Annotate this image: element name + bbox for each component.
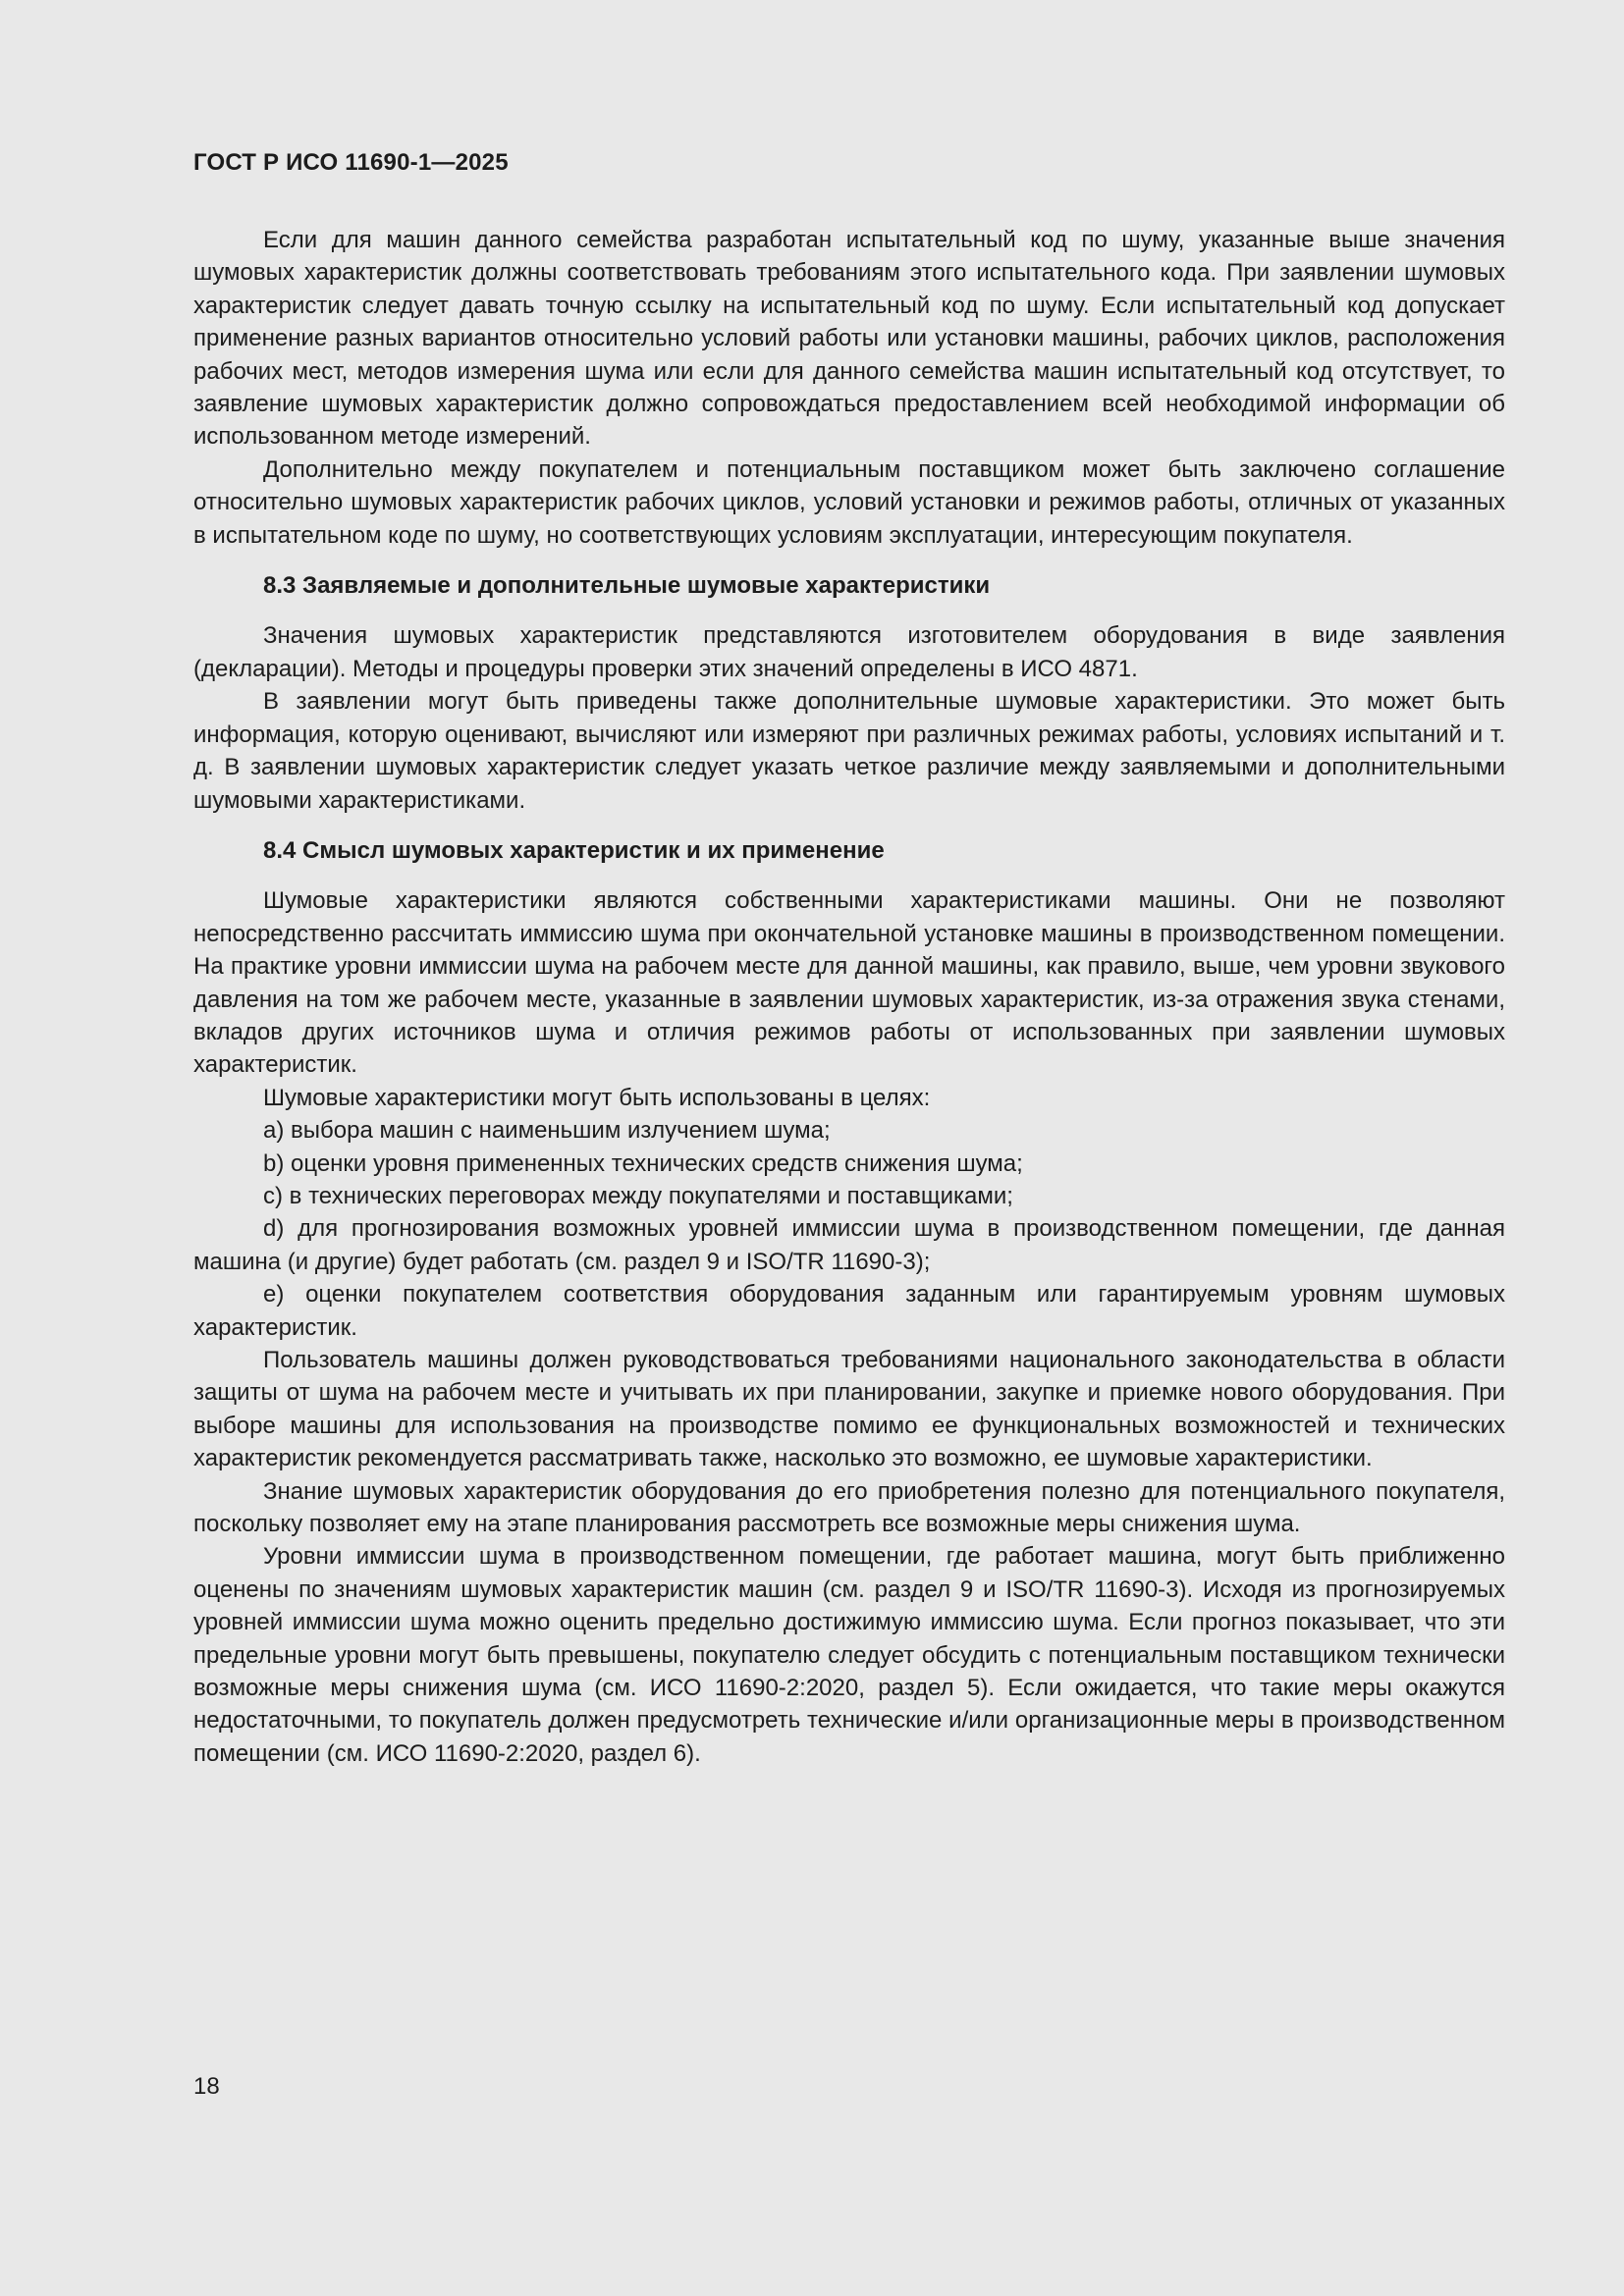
page-number: 18 <box>193 2073 220 2100</box>
paragraph: Знание шумовых характеристик оборудования до его приобретения полезно для потенциального покупателя, поскольку позволяет ему на этапе планирования рассмотреть все возможные меры снижения шума. <box>193 1477 1505 1538</box>
paragraph: Шумовые характеристики могут быть использованы в целях: <box>263 1084 931 1111</box>
document-code-header: ГОСТ Р ИСО 11690-1—2025 <box>193 149 509 176</box>
section-heading-8-3: 8.3 Заявляемые и дополнительные шумовые характеристики <box>263 572 991 600</box>
paragraph: В заявлении могут быть приведены также дополнительные шумовые характеристики. Это может быть информация, которую оценивают, вычисляют или измеряют при различных режимах работы, условиях испытаний и т. д. В заявлении шумовых характеристик следует указать четкое различие между заявляемыми и дополнительными шумовыми характеристиками. <box>193 688 1505 814</box>
list-item: b) оценки уровня примененных технических средств снижения шума; <box>263 1149 1023 1177</box>
paragraph: Уровни иммиссии шума в производственном помещении, где работает машина, могут быть приближенно оценены по значениям шумовых характеристик машин (см. раздел 9 и ISO/TR 11690-3). Исходя из прогнозируемых уровней иммиссии шума можно оценить предельно достижимую иммиссию шума. Если прогноз показывает, что эти предельные уровни могут быть превышены, покупателю следует обсудить с потенциальным поставщиком технически возможные меры снижения шума (см. ИСО 11690-2:2020, раздел 5). Если ожидается, что такие меры окажутся недостаточными, то покупатель должен предусмотреть технические и/или организационные меры в производственном помещении (см. ИСО 11690-2:2020, раздел 6). <box>193 1543 1505 1767</box>
section-heading-8-4: 8.4 Смысл шумовых характеристик и их применение <box>263 836 885 864</box>
list-item: a) выбора машин с наименьшим излучением шума; <box>263 1117 831 1145</box>
paragraph: Если для машин данного семейства разработан испытательный код по шуму, указанные выше значения шумовых характеристик должны соответствовать требованиям этого испытательного кода. При заявлении шумовых характеристик следует давать точную ссылку на испытательный код по шуму. Если испытательный код допускает применение разных вариантов относительно условий работы или установки машины, рабочих циклов, расположения рабочих мест, методов измерения шума или если для данного семейства машин испытательный код отсутствует, то заявление шумовых характеристик должно сопровождаться предоставлением всей необходимой информации об использованном методе измерений. <box>193 227 1505 451</box>
paragraph: Шумовые характеристики являются собственными характеристиками машины. Они не позволяют непосредственно рассчитать иммиссию шума при окончательной установке машины в производственном помещении. На практике уровни иммиссии шума на рабочем месте для данной машины, как правило, выше, чем уровни звукового давления на том же рабочем месте, указанные в заявлении шумовых характеристик, из-за отражения звука стенами, вкладов других источников шума и отличия режимов работы от использованных при заявлении шумовых характеристик. <box>193 887 1505 1079</box>
list-item: d) для прогнозирования возможных уровней иммиссии шума в производственном помещении, где данная машина (и другие) будет работать (см. раздел 9 и ISO/TR 11690-3); <box>193 1215 1505 1275</box>
paragraph: Значения шумовых характеристик представляются изготовителем оборудования в виде заявления (декларации). Методы и процедуры проверки этих значений определены в ИСО 4871. <box>193 622 1505 682</box>
list-item: c) в технических переговорах между покупателями и поставщиками; <box>263 1182 1013 1209</box>
document-body <box>193 224 1505 1770</box>
paragraph: Дополнительно между покупателем и потенциальным поставщиком может быть заключено соглашение относительно шумовых характеристик рабочих циклов, условий установки и режимов работы, отличных от указанных в испытательном коде по шуму, но соответствующих условиям эксплуатации, интересующим покупателя. <box>193 455 1505 549</box>
paragraph: Пользователь машины должен руководствоваться требованиями национального законодательства в области защиты от шума на рабочем месте и учитывать их при планировании, закупке и приемке нового оборудования. При выборе машины для использования на производстве помимо ее функциональных возможностей и технических характеристик рекомендуется рассматривать также, насколько это возможно, ее шумовые характеристики. <box>193 1347 1505 1472</box>
list-item: e) оценки покупателем соответствия оборудования заданным или гарантируемым уровням шумовых характеристик. <box>193 1281 1505 1341</box>
